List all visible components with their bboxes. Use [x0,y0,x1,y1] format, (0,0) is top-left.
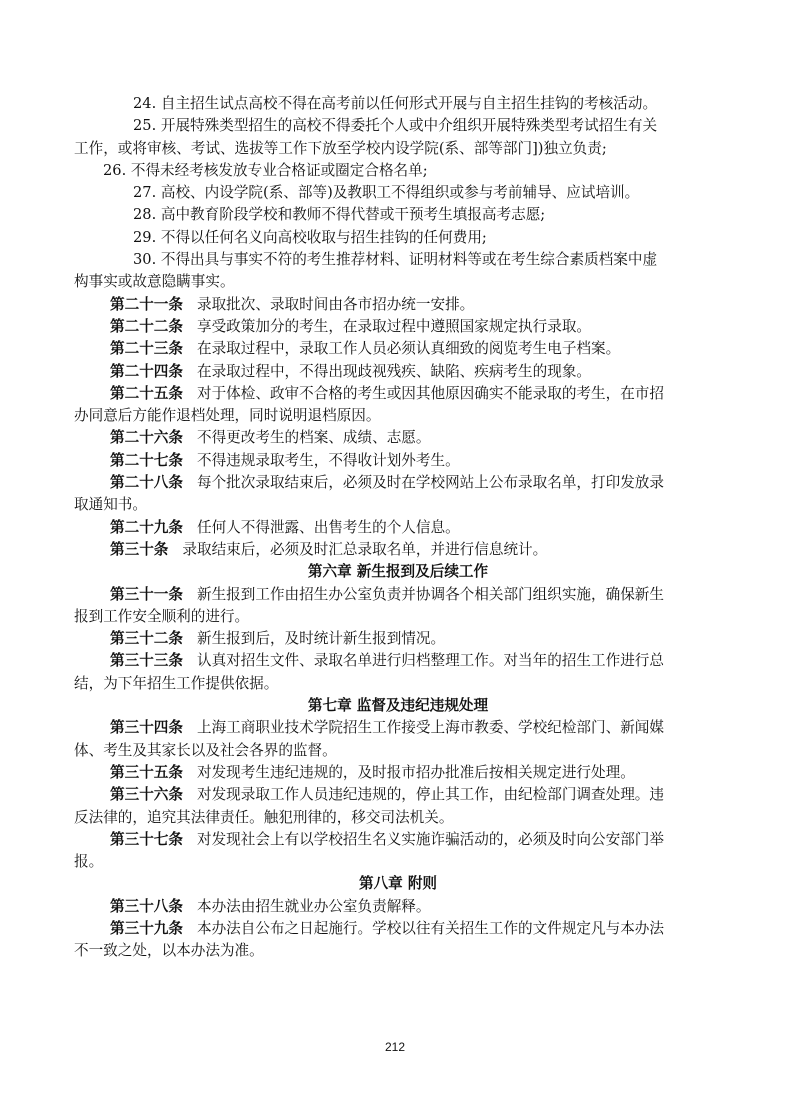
article-33 [74,650,722,672]
article-number: 第三十八条 [110,897,183,915]
chapter-8-heading: 第八章 附则 [358,875,438,893]
article-31 [74,584,722,606]
article-number: 第二十九条 [110,518,183,536]
article-number: 第三十三条 [110,652,183,670]
article-number: 第三十一条 [110,585,183,603]
article-number: 第二十四条 [110,362,183,380]
article-text: 对发现录取工作人员违纪违规的，停止其工作，由纪检部门调查处理。违 [196,786,664,804]
article-30 [74,539,722,561]
article-26 [74,427,722,449]
article-29 [74,517,722,539]
article-36 [74,784,722,806]
article-37-cont: 报。 [74,853,104,871]
article-23 [74,338,722,360]
item-25-cont: 工作，或将审核、考试、选拔等工作下放至学校内设学院(系、部等部门])独立负责; [74,139,607,157]
article-number: 第二十五条 [110,384,183,402]
item-30: 30. 不得出具与事实不符的考生推荐材料、证明材料等或在考生综合素质档案中虚 [133,251,658,269]
article-25-cont: 办同意后方能作退档处理，同时说明退档原因。 [74,407,381,425]
article-text: 上海工商职业技术学院招生工作接受上海市教委、学校纪检部门、新闻媒 [196,719,664,737]
article-text: 本办法自公布之日起施行。学校以往有关招生工作的文件规定凡与本办法 [196,919,664,937]
article-number: 第三十九条 [110,919,183,937]
article-28-cont: 取通知书。 [74,496,147,514]
article-text: 在录取过程中，不得出现歧视残疾、缺陷、疾病考生的现象。 [196,362,592,380]
article-38 [74,896,722,918]
item-24: 24. 自主招生试点高校不得在高考前以任何形式开展与自主招生挂钩的考核活动。 [133,95,658,112]
article-37 [74,829,722,851]
article-33-cont: 结，为下年招生工作提供依据。 [74,674,279,692]
article-35 [74,762,722,784]
article-number: 第三十七条 [110,830,183,848]
article-34 [74,717,722,739]
article-text: 本办法由招生就业办公室负责解释。 [196,897,431,915]
article-number: 第三十二条 [110,630,183,648]
article-text: 录取批次、录取时间由各市招办统一安排。 [196,295,475,313]
article-39-cont: 不一致之处，以本办法为准。 [74,942,264,960]
article-36-cont: 反法律的，追究其法律责任。触犯刑律的，移交司法机关。 [74,808,454,826]
chapter-7-heading: 第七章 监督及违纪违规处理 [307,697,489,715]
article-31-cont: 报到工作安全顺利的进行。 [74,607,250,625]
document-body [74,93,722,963]
article-number: 第二十三条 [110,340,183,358]
article-text: 不得违规录取考生，不得收计划外考生。 [196,451,460,469]
article-34-cont: 体、考生及其家长以及社会各界的监督。 [74,741,337,759]
article-number: 第三十六条 [110,786,183,804]
article-text: 新生报到后，及时统计新生报到情况。 [196,630,446,648]
article-number: 第二十七条 [110,451,183,469]
article-text: 对于体检、政审不合格的考生或因其他原因确实不能录取的考生，在市招 [196,384,664,402]
article-text: 对发现考生违纪违规的，及时报市招办批准后按相关规定进行处理。 [196,763,635,781]
article-text: 新生报到工作由招生办公室负责并协调各个相关部门组织实施，确保新生 [196,585,664,603]
page-number: 212 [384,1040,406,1054]
article-text: 享受政策加分的考生，在录取过程中遵照国家规定执行录取。 [196,317,592,335]
item-30-cont: 构事实或故意隐瞒事实。 [74,273,235,291]
article-number: 第二十一条 [110,295,183,313]
article-text: 录取结束后，必须及时汇总录取名单，并进行信息统计。 [182,540,548,558]
item-28: 28. 高中教育阶段学校和教师不得代替或干预考生填报高考志愿; [133,206,546,224]
article-21 [74,294,722,316]
article-39 [74,918,722,940]
article-text: 认真对招生文件、录取名单进行归档整理工作。对当年的招生工作进行总 [196,652,664,670]
article-27 [74,450,722,472]
article-32 [74,628,722,650]
article-number: 第三十条 [110,540,169,558]
chapter-6-heading: 第六章 新生报到及后续工作 [307,563,489,581]
article-number: 第二十二条 [110,317,183,335]
article-text: 每个批次录取结束后，必须及时在学校网站上公布录取名单，打印发放录 [196,474,664,492]
article-number: 第二十六条 [110,429,183,447]
article-text: 对发现社会上有以学校招生名义实施诈骗活动的，必须及时向公安部门举 [196,830,664,848]
item-26: 26. 不得未经考核发放专业合格证或圈定合格名单; [103,161,428,179]
article-number: 第二十八条 [110,474,183,492]
item-25: 25. 开展特殊类型招生的高校不得委托个人或中介组织开展特殊类型考试招生有关 [133,117,658,135]
article-text: 任何人不得泄露、出售考生的个人信息。 [196,518,460,536]
article-28 [74,472,722,494]
item-29: 29. 不得以任何名义向高校收取与招生挂钩的任何费用; [133,228,487,246]
article-24 [74,361,722,383]
article-number: 第三十五条 [110,763,183,781]
article-25 [74,383,722,405]
article-number: 第三十四条 [110,719,183,737]
article-text: 在录取过程中，录取工作人员必须认真细致的阅览考生电子档案。 [196,340,621,358]
article-text: 不得更改考生的档案、成绩、志愿。 [196,429,431,447]
article-22 [74,316,722,338]
item-27: 27. 高校、内设学院(系、部等)及教职工不得组织或参与考前辅导、应试培训。 [133,184,640,202]
